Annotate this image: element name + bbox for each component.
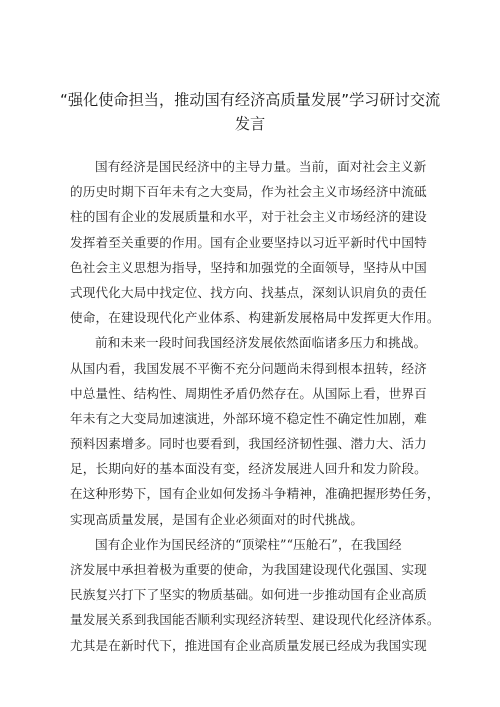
body-text-line: 年未有之大变局加速演进，外部环境不稳定性不确定性加剧，难 [70,410,427,426]
body-text-line: 柱的国有企业的发展质量和水平，对于社会主义市场经济的建设 [70,209,427,225]
body-text-line: 实现高质量发展，是国有企业必须面对的时代挑战。 [70,511,364,527]
body-text-line: 济发展中承担着极为重要的使命，为我国建设现代化强国、实现 [70,562,427,577]
body-text-line: 在这种形势下，国有企业如何发扬斗争精神，准确把握形势任务， [70,486,440,502]
title-line: “强化使命担当，推动国有经济高质量发展”学习研讨交流 [60,91,441,109]
body-text-line: 足，长期向好的基本面没有变，经济发展进人回升和发力阶段。 [70,461,427,477]
body-text-line: 色社会主义思想为指导，坚持和加强党的全面领导，坚持从中国 [70,259,427,275]
body-text-line: 中总量性、结构性、周期性矛盾仍然存在。从国际上看，世界百 [70,385,427,401]
body-text-line: 国有企业作为国民经济的“顶梁柱”“压舱石”，在我国经 [95,536,402,552]
title-line: 发言 [234,115,266,133]
body-text-line: 民族复兴打下了坚实的物质基础。如何进一步推动国有企业高质 [70,587,427,603]
body-text-line: 前和未来一段时间我国经济发展依然面临诸多压力和挑战。 [95,335,427,351]
body-text-line: 从国内看，我国发展不平衡不充分问题尚未得到根本扭转，经济 [70,360,427,376]
document-title [60,88,440,136]
document-body [70,154,440,658]
body-text-line: 使命，在建设现代化产业体系、构建新发展格局中发挥更大作用。 [70,310,440,326]
body-text-line: 尤其是在新时代下，推进国有企业高质量发展已经成为我国实现 [70,637,427,653]
body-text-line: 的历史时期下百年未有之大变局，作为社会主义市场经济中流砥 [70,184,427,200]
body-text-line: 式现代化大局中找定位、找方向、找基点，深刻认识肩负的责任 [70,284,427,300]
body-text-line: 预料因素增多。同时也要看到，我国经济韧性强、潜力大、活力 [70,436,427,452]
body-text-line: 量发展关系到我国能否顺利实现经济转型、建设现代化经济体系。 [70,612,440,628]
body-text-line: 国有经济是国民经济中的主导力量。当前，面对社会主义新 [95,159,427,174]
body-text-line: 发挥着至关重要的作用。国有企业要坚持以习近平新时代中国特 [70,234,427,250]
